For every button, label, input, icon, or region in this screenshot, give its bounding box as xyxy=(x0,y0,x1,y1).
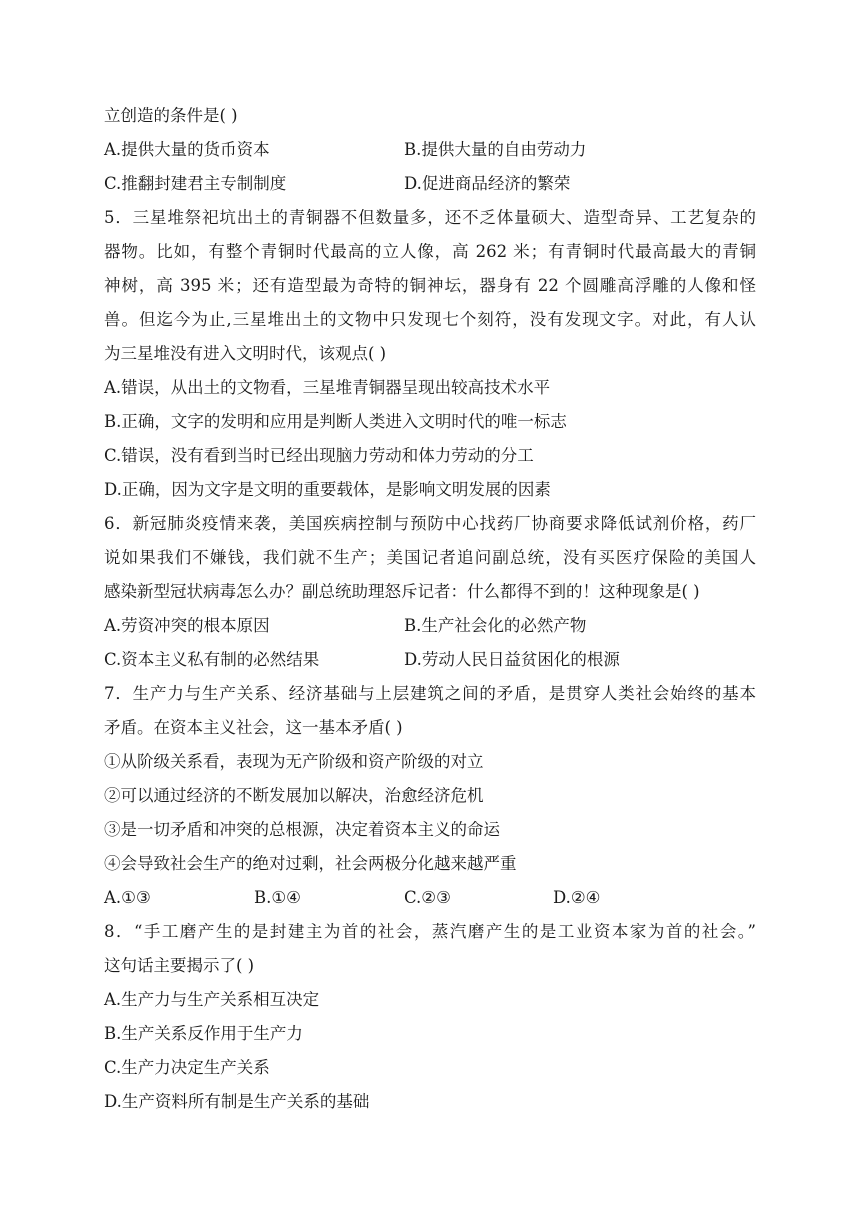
q7-option-d: D.②④ xyxy=(553,888,601,907)
q7-stem-line-1: 7．生产力与生产关系、经济基础与上层建筑之间的矛盾，是贯穿人类社会始终的基本 xyxy=(104,684,756,703)
q4-option-c: C.推翻封建君主专制制度 xyxy=(104,174,287,193)
q5-option-d: D.正确，因为文字是文明的重要载体，是影响文明发展的因素 xyxy=(104,480,551,499)
q8-stem-line-1: 8．“手工磨产生的是封建主为首的社会，蒸汽磨产生的是工业资本家为首的社会。” xyxy=(104,922,756,941)
q4-option-a: A.提供大量的货币资本 xyxy=(104,140,270,159)
q6-stem-line-3: 感染新型冠状病毒怎么办？副总统助理怒斥记者：什么都得不到的！这种现象是( ) xyxy=(104,582,700,601)
q5-stem-line-3: 神树，高 395 米；还有造型最为奇特的铜神坛，器身有 22 个圆雕高浮雕的人像和怪 xyxy=(104,276,756,295)
q7-option-a: A.①③ xyxy=(104,888,151,907)
q7-option-b: B.①④ xyxy=(254,888,301,907)
q5-option-a: A.错误，从出土的文物看，三星堆青铜器呈现出较高技术水平 xyxy=(104,378,551,397)
q6-option-a: A.劳资冲突的根本原因 xyxy=(104,616,270,635)
q8-option-a: A.生产力与生产关系相互决定 xyxy=(104,990,320,1009)
q7-statement-2: ②可以通过经济的不断发展加以解决，治愈经济危机 xyxy=(104,786,484,805)
q4-option-d: D.促进商品经济的繁荣 xyxy=(404,174,571,193)
q6-option-d: D.劳动人民日益贫困化的根源 xyxy=(404,650,620,669)
q7-statement-4: ④会导致社会生产的绝对过剩，社会两极分化越来越严重 xyxy=(104,854,517,873)
q6-option-c: C.资本主义私有制的必然结果 xyxy=(104,650,320,669)
q5-stem-line-5: 为三星堆没有进入文明时代，该观点( ) xyxy=(104,344,387,363)
q4-option-b: B.提供大量的自由劳动力 xyxy=(404,140,587,159)
q7-stem-line-2: 矛盾。在资本主义社会，这一基本矛盾( ) xyxy=(104,718,403,737)
q5-option-c: C.错误，没有看到当时已经出现脑力劳动和体力劳动的分工 xyxy=(104,446,534,465)
q6-option-b: B.生产社会化的必然产物 xyxy=(404,616,587,635)
q5-stem-line-1: 5．三星堆祭祀坑出土的青铜器不但数量多，还不乏体量硕大、造型奇异、工艺复杂的 xyxy=(104,208,756,227)
q8-option-d: D.生产资料所有制是生产关系的基础 xyxy=(104,1092,370,1111)
q6-stem-line-2: 说如果我们不嫌钱，我们就不生产；美国记者追问副总统，没有买医疗保险的美国人 xyxy=(104,548,756,567)
q8-stem-line-2: 这句话主要揭示了( ) xyxy=(104,956,255,975)
q7-option-c: C.②③ xyxy=(404,888,451,907)
q5-option-b: B.正确，文字的发明和应用是判断人类进入文明时代的唯一标志 xyxy=(104,412,567,431)
q8-option-c: C.生产力决定生产关系 xyxy=(104,1058,270,1077)
q7-statement-3: ③是一切矛盾和冲突的总根源，决定着资本主义的命运 xyxy=(104,820,500,839)
q7-statement-1: ①从阶级关系看，表现为无产阶级和资产阶级的对立 xyxy=(104,752,484,771)
q6-stem-line-1: 6．新冠肺炎疫情来袭，美国疾病控制与预防中心找药厂协商要求降低试剂价格，药厂 xyxy=(104,514,756,533)
q8-option-b: B.生产关系反作用于生产力 xyxy=(104,1024,303,1043)
q5-stem-line-2: 器物。比如，有整个青铜时代最高的立人像，高 262 米；有青铜时代最高最大的青铜 xyxy=(104,242,756,261)
q4-stem-tail: 立创造的条件是( ) xyxy=(104,106,238,125)
q5-stem-line-4: 兽。但迄今为止,三星堆出土的文物中只发现七个刻符，没有发现文字。对此，有人认 xyxy=(104,310,756,329)
